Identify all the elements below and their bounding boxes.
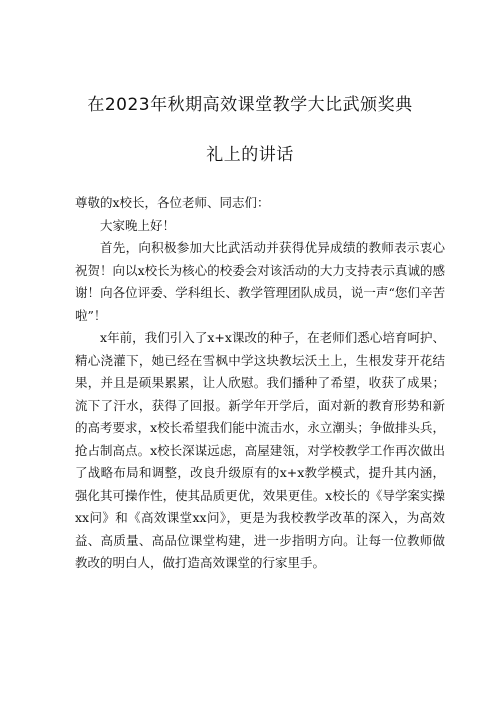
- paragraph-reform: x年前，我们引入了x+x课改的种子，在老师们悉心培育呵护、精心浇灌下，她已经在雪枫中学这块教坛沃土上，生根发芽开花结果，并且是硕果累累，让人欣慰。我们播种了希望，收获了成果；流下了汗水，获得了回报。新学年开学后，面对新的教育形势和新的高考要求，x校长希望我们能中流击水，永立潮头；争做排头兵，抢占制高点。x校长深谋远虑，高屋建瓴，对学校教学工作再次做出了战略布局和调整，改良升级原有的x+x教学模式，提升其内涵，强化其可操作性，使其品质更优，效果更佳。x校长的《导学案实操xx问》和《高效课堂xx问》，更是为我校教学改革的深入，为高效益、高质量、高品位课堂构建，进一步指明方向。让每一位教师做教改的明白人，做打造高效课堂的行家里手。: [75, 330, 445, 570]
- paragraph-thanks: 首先，向积极参加大比武活动并获得优异成绩的教师表示衷心祝贺！向以x校长为核心的校委会对该活动的大力支持表示真诚的感谢！向各位评委、学科组长、教学管理团队成员，说一声“您们辛苦啦”！: [75, 240, 445, 323]
- document-title-line-1: 在2023年秋期高效课堂教学大比武颁奖典: [87, 95, 413, 115]
- greeting: 大家晚上好！: [100, 217, 176, 233]
- document-body: [75, 192, 445, 575]
- salutation: 尊敬的x校长，各位老师、同志们：: [75, 195, 270, 210]
- document-title-line-2: 礼上的讲话: [206, 145, 294, 165]
